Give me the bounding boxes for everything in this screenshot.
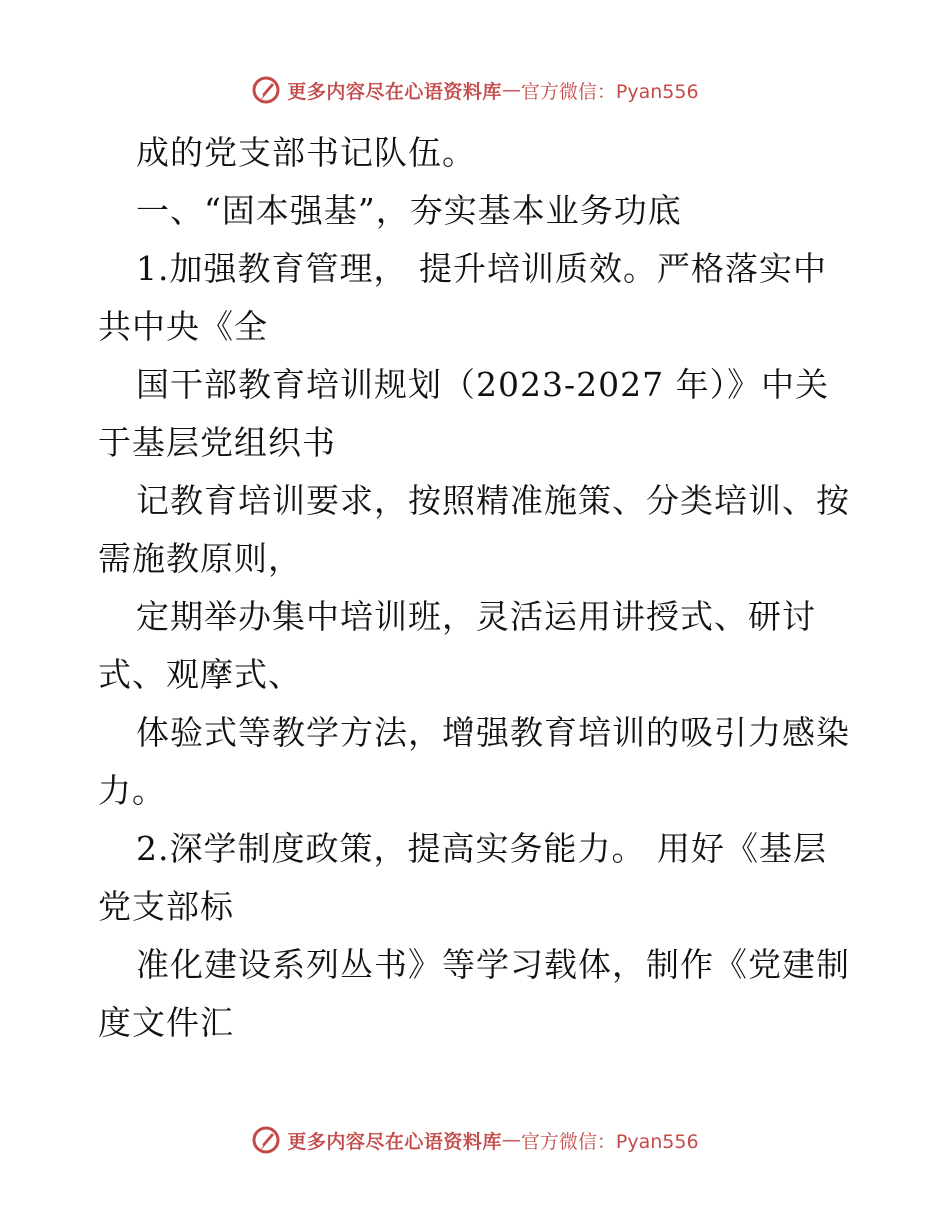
section-heading: 一、“固本强基”，夯实基本业务功底 [136, 191, 682, 230]
watermark-wechat-text: 官方微信：Pyan556 [520, 80, 699, 103]
body-line: 式、观摩式、 [98, 655, 302, 694]
body-line: 国干部教育培训规划（2023-2027 年）》中关 [136, 365, 830, 404]
body-line: 于基层党组织书 [98, 423, 336, 462]
header-watermark [0, 70, 950, 110]
body-line: 共中央《全 [98, 307, 268, 346]
watermark-dash: — [501, 79, 521, 101]
watermark-site-text: 更多内容尽在心语资料库 [287, 1130, 502, 1153]
body-line: 成的党支部书记队伍。 [136, 133, 476, 172]
body-line: 度文件汇 [98, 1003, 234, 1042]
watermark-wechat-text: 官方微信：Pyan556 [520, 1130, 699, 1153]
body-line: 准化建设系列丛书》等学习载体，制作《党建制 [136, 945, 850, 984]
body-line: 力。 [98, 771, 166, 810]
pen-logo-icon [251, 75, 281, 105]
body-line: 定期举办集中培训班，灵活运用讲授式、研讨 [136, 597, 816, 636]
body-line: 记教育培训要求，按照精准施策、分类培训、按 [136, 481, 850, 520]
body-line: 体验式等教学方法，增强教育培训的吸引力感染 [136, 713, 850, 752]
watermark-site-text: 更多内容尽在心语资料库 [287, 80, 502, 103]
body-line: 党支部标 [98, 887, 234, 926]
body-line: 需施教原则， [98, 539, 302, 578]
body-line: 1.加强教育管理， 提升培训质效。严格落实中 [136, 249, 827, 288]
document-body [98, 124, 858, 1052]
footer-watermark [0, 1120, 950, 1160]
body-line: 2.深学制度政策，提高实务能力。 用好《基层 [136, 829, 827, 868]
watermark-dash: — [501, 1129, 521, 1151]
pen-logo-icon [251, 1125, 281, 1155]
